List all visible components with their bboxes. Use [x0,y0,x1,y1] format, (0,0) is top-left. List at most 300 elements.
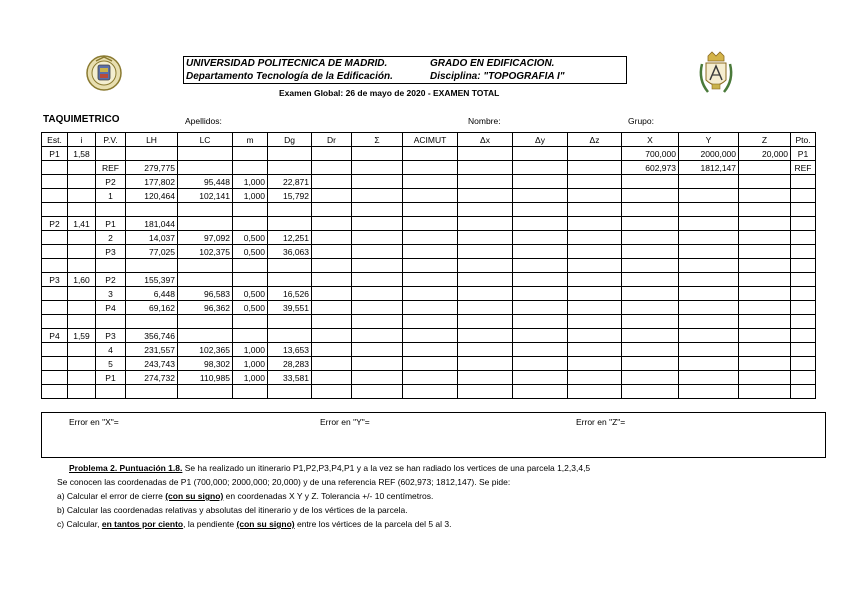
table-cell [403,315,458,329]
item-a-tail: en coordenadas X Y y Z. Tolerancia +/- 10 centímetros. [223,491,434,501]
table-cell [791,287,816,301]
table-cell: P1 [96,371,126,385]
table-cell [352,357,403,371]
table-cell [458,315,513,329]
table-cell: 356,746 [126,329,178,343]
table-cell: 102,365 [178,343,233,357]
table-cell [622,357,679,371]
table-row [42,147,816,161]
table-cell [458,147,513,161]
table-cell [679,315,739,329]
column-header: Est. [42,133,68,147]
table-cell [622,315,679,329]
table-cell [791,343,816,357]
table-cell: 22,871 [268,175,312,189]
table-cell [233,147,268,161]
table-cell: 14,037 [126,231,178,245]
table-cell [622,175,679,189]
table-cell [513,161,568,175]
table-cell: 4 [96,343,126,357]
table-cell [312,161,352,175]
table-cell [403,287,458,301]
table-cell [96,259,126,273]
table-cell [513,385,568,399]
table-cell [458,217,513,231]
table-cell [568,189,622,203]
table-cell [68,245,96,259]
table-cell [403,161,458,175]
table-cell [513,357,568,371]
table-cell [403,385,458,399]
table-cell [791,203,816,217]
nombre-label: Nombre: [468,116,501,126]
table-cell [568,161,622,175]
table-cell: 2000,000 [679,147,739,161]
table-cell [679,343,739,357]
table-cell [68,301,96,315]
table-row [42,231,816,245]
table-cell [679,259,739,273]
table-cell: 6,448 [126,287,178,301]
table-cell [312,371,352,385]
table-cell [68,343,96,357]
table-cell [679,385,739,399]
table-cell [42,259,68,273]
table-cell [568,259,622,273]
table-cell [312,175,352,189]
table-cell [312,203,352,217]
item-c-mid: , la pendiente [183,519,237,529]
table-cell [791,301,816,315]
table-cell [458,231,513,245]
table-cell [178,259,233,273]
department-name: Departamento Tecnología de la Edificación. [186,71,393,82]
table-cell [791,371,816,385]
table-cell [568,329,622,343]
table-cell [126,385,178,399]
table-cell [403,231,458,245]
table-cell: P3 [96,245,126,259]
table-cell [513,231,568,245]
table-cell: 1,000 [233,371,268,385]
table-cell [679,301,739,315]
table-cell: 12,251 [268,231,312,245]
table-cell [403,217,458,231]
table-cell [513,287,568,301]
table-cell [352,147,403,161]
table-cell [568,273,622,287]
degree-name: GRADO EN EDIFICACION. [430,58,555,69]
table-cell [68,385,96,399]
table-header-row [42,133,816,147]
table-cell [312,287,352,301]
table-cell [568,203,622,217]
table-cell [458,259,513,273]
table-cell: 96,583 [178,287,233,301]
table-cell [458,175,513,189]
table-cell [312,231,352,245]
problem-line2: Se conocen las coordenadas de P1 (700,000; 2000,000; 20,000) y de una referencia REF (602,973; 1812,147). Se pide: [57,477,511,487]
table-cell [352,259,403,273]
table-cell [458,301,513,315]
column-header: Σ [352,133,403,147]
table-cell: P4 [42,329,68,343]
table-cell [791,273,816,287]
taquimetrico-table [41,132,816,399]
table-cell: 33,581 [268,371,312,385]
table-cell [268,259,312,273]
table-cell [42,301,68,315]
table-cell [233,161,268,175]
table-cell [568,371,622,385]
table-cell [739,329,791,343]
table-cell [268,217,312,231]
exam-title: Examen Global: 26 de mayo de 2020 - EXAMEN TOTAL [279,88,500,98]
item-c-emphasis2: (con su signo) [236,519,295,529]
table-row [42,259,816,273]
table-cell [458,343,513,357]
table-cell [622,301,679,315]
item-b-text: b) Calcular las coordenadas relativas y absolutas del itinerario y de los vértices de la parcela. [57,505,408,515]
column-header: P.V. [96,133,126,147]
table-cell [42,287,68,301]
table-cell [458,189,513,203]
table-cell [458,385,513,399]
table-cell [352,231,403,245]
table-row [42,203,816,217]
column-header: Dg [268,133,312,147]
table-cell [458,371,513,385]
table-cell: P1 [96,217,126,231]
table-cell [458,357,513,371]
table-cell [513,343,568,357]
column-header: LH [126,133,178,147]
table-cell: 1,000 [233,343,268,357]
table-cell [352,371,403,385]
table-cell [568,301,622,315]
table-cell [312,343,352,357]
error-y-label: Error en "Y"= [320,417,370,427]
table-cell: P1 [42,147,68,161]
table-row [42,343,816,357]
table-cell [739,231,791,245]
table-cell [513,203,568,217]
table-cell [622,343,679,357]
column-header: Pto. [791,133,816,147]
table-row [42,301,816,315]
table-cell [312,259,352,273]
error-box [41,412,826,458]
table-row [42,329,816,343]
table-cell [178,273,233,287]
table-cell [312,217,352,231]
table-cell [568,175,622,189]
table-cell: 0,500 [233,287,268,301]
table-cell [791,245,816,259]
apellidos-label: Apellidos: [185,116,222,126]
column-header: m [233,133,268,147]
table-cell: 102,375 [178,245,233,259]
table-cell: P1 [791,147,816,161]
table-cell [126,315,178,329]
table-cell: 120,464 [126,189,178,203]
table-cell [791,231,816,245]
table-cell: 1,000 [233,357,268,371]
error-z-label: Error en "Z"= [576,417,626,427]
table-cell: 20,000 [739,147,791,161]
table-cell [739,273,791,287]
item-c-emphasis1: en tantos por ciento [101,519,184,529]
table-cell [68,175,96,189]
table-cell [68,357,96,371]
table-cell [622,329,679,343]
table-cell: 1,000 [233,175,268,189]
table-cell [513,175,568,189]
table-cell [403,189,458,203]
table-cell [568,315,622,329]
table-cell: 97,092 [178,231,233,245]
table-cell [739,357,791,371]
table-cell: P2 [96,273,126,287]
column-header: X [622,133,679,147]
table-cell [352,217,403,231]
table-cell [679,203,739,217]
table-cell [96,203,126,217]
taquimetrico-title: TAQUIMETRICO [43,114,120,125]
table-cell [568,217,622,231]
table-body [42,147,816,399]
table-cell [739,371,791,385]
table-cell [268,315,312,329]
table-cell [68,287,96,301]
table-cell [739,189,791,203]
table-cell: 2 [96,231,126,245]
table-cell [679,273,739,287]
table-cell [268,147,312,161]
table-cell [458,245,513,259]
table-cell: 16,526 [268,287,312,301]
table-cell: P3 [96,329,126,343]
table-cell [96,315,126,329]
table-cell [42,231,68,245]
table-cell [352,287,403,301]
table-cell [679,329,739,343]
table-cell: 15,792 [268,189,312,203]
table-cell [568,343,622,357]
table-cell [352,315,403,329]
table-cell [352,203,403,217]
edificacion-crest-logo [694,50,738,98]
table-cell [403,357,458,371]
table-cell: P2 [42,217,68,231]
column-header: Z [739,133,791,147]
table-cell [739,315,791,329]
table-cell: 36,063 [268,245,312,259]
table-cell [739,259,791,273]
problem-title: Problema 2. Puntuación 1.8. [69,463,183,473]
table-cell [312,273,352,287]
table-row [42,161,816,175]
table-cell [568,385,622,399]
table-cell [352,245,403,259]
table-cell [739,161,791,175]
table-cell [68,231,96,245]
table-cell [96,147,126,161]
table-cell [622,189,679,203]
table-cell: 96,362 [178,301,233,315]
table-cell [739,287,791,301]
table-cell [513,371,568,385]
table-cell [312,385,352,399]
table-cell [403,343,458,357]
table-cell [679,245,739,259]
table-cell [233,259,268,273]
table-cell [568,245,622,259]
table-row [42,217,816,231]
table-cell [42,161,68,175]
table-row [42,245,816,259]
table-cell: 1,41 [68,217,96,231]
table-cell: P4 [96,301,126,315]
table-cell [739,217,791,231]
table-cell: 1,58 [68,147,96,161]
table-cell [42,371,68,385]
table-cell [68,189,96,203]
table-row [42,287,816,301]
table-cell: 602,973 [622,161,679,175]
table-cell [233,329,268,343]
table-cell: 0,500 [233,231,268,245]
table-cell [233,273,268,287]
item-c-text: c) Calcular, [57,519,102,529]
table-cell [791,175,816,189]
table-cell: P3 [42,273,68,287]
table-cell [403,273,458,287]
table-cell [312,301,352,315]
table-cell: 700,000 [622,147,679,161]
table-cell: 279,775 [126,161,178,175]
table-cell [68,371,96,385]
table-cell [96,385,126,399]
table-cell [68,259,96,273]
item-a-text: a) Calcular el error de cierre [57,491,166,501]
table-cell [312,329,352,343]
table-cell [126,259,178,273]
table-row [42,357,816,371]
table-cell [568,231,622,245]
table-cell [403,371,458,385]
table-cell [791,217,816,231]
table-cell [622,371,679,385]
table-cell [679,287,739,301]
table-cell [791,315,816,329]
table-cell [791,259,816,273]
column-header: Dr [312,133,352,147]
university-name: UNIVERSIDAD POLITECNICA DE MADRID. [186,58,388,69]
column-header: Δy [513,133,568,147]
table-cell [178,161,233,175]
table-cell [458,161,513,175]
table-cell [126,203,178,217]
table-cell [458,329,513,343]
table-cell [233,315,268,329]
table-cell: 110,985 [178,371,233,385]
table-cell: 0,500 [233,301,268,315]
table-cell: 28,283 [268,357,312,371]
table-cell [352,273,403,287]
table-cell [352,161,403,175]
table-cell [679,175,739,189]
table-cell: 0,500 [233,245,268,259]
table-cell [403,329,458,343]
table-cell [458,287,513,301]
table-cell: 155,397 [126,273,178,287]
table-cell [739,301,791,315]
discipline-name: Disciplina: "TOPOGRAFIA I" [430,71,565,82]
table-cell [42,175,68,189]
table-row [42,315,816,329]
column-header: ACIMUT [403,133,458,147]
table-cell [513,329,568,343]
table-cell [403,259,458,273]
table-cell [403,301,458,315]
table-cell [352,343,403,357]
table-cell: REF [96,161,126,175]
table-cell [233,217,268,231]
table-cell: 5 [96,357,126,371]
table-cell [233,385,268,399]
table-cell [739,385,791,399]
table-cell [791,189,816,203]
table-cell [233,203,268,217]
table-cell [352,385,403,399]
table-cell [352,175,403,189]
table-cell: 1812,147 [679,161,739,175]
table-cell [513,301,568,315]
table-cell [791,357,816,371]
table-cell [458,273,513,287]
table-cell [178,217,233,231]
table-cell: 98,302 [178,357,233,371]
column-header: Δx [458,133,513,147]
table-cell: 1 [96,189,126,203]
table-cell: 1,60 [68,273,96,287]
table-cell [622,231,679,245]
table-cell [178,147,233,161]
table-cell [42,357,68,371]
table-cell [458,203,513,217]
item-c-tail: entre los vértices de la parcela del 5 al 3. [294,519,452,529]
table-row [42,189,816,203]
table-cell: 3 [96,287,126,301]
table-cell: 77,025 [126,245,178,259]
table-cell [178,329,233,343]
table-cell [42,315,68,329]
table-cell [568,147,622,161]
item-a-emphasis: (con su signo) [165,491,224,501]
table-cell [622,217,679,231]
table-cell [513,245,568,259]
table-cell [622,245,679,259]
table-cell [679,189,739,203]
table-cell: 274,732 [126,371,178,385]
table-cell [178,203,233,217]
table-cell [403,245,458,259]
table-cell [268,385,312,399]
table-cell [679,357,739,371]
table-cell: 1,000 [233,189,268,203]
table-cell [68,203,96,217]
